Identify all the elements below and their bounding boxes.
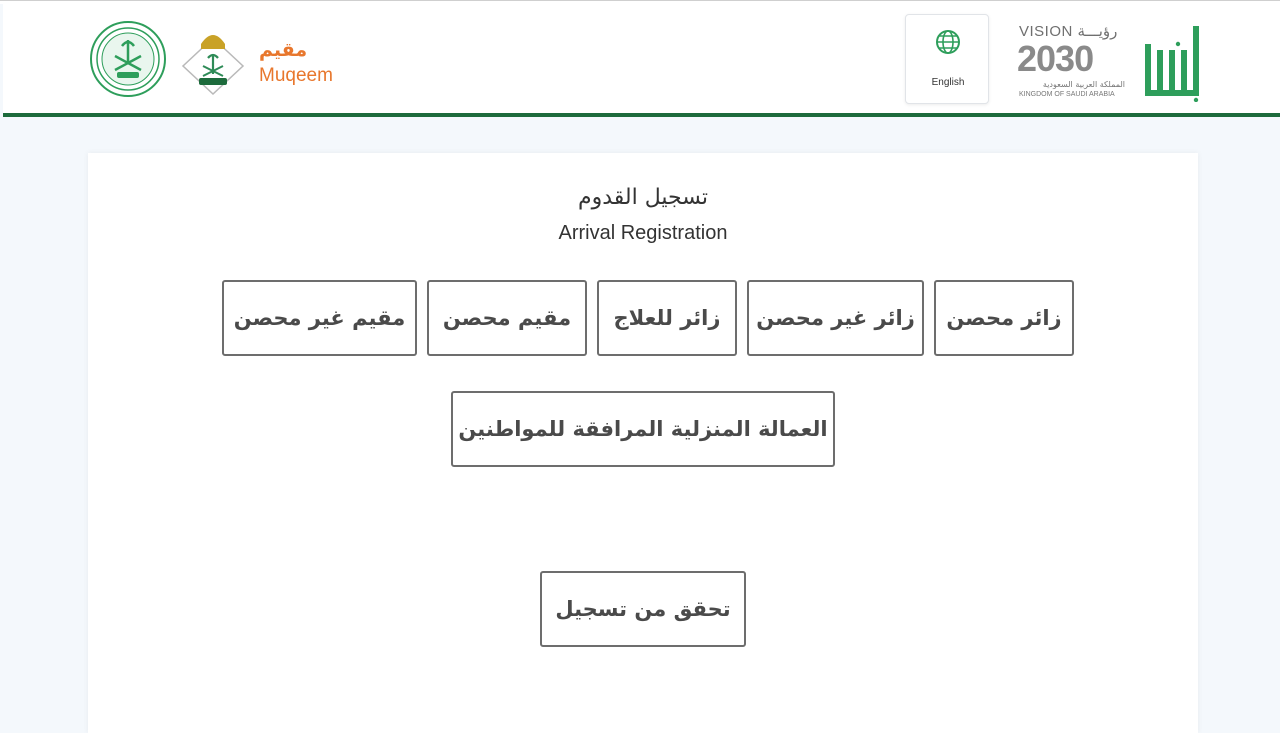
globe-icon xyxy=(935,29,961,55)
option-unvaccinated-visitor-button[interactable]: زائر غير محصن xyxy=(747,280,924,356)
verify-registration-button[interactable]: تحقق من تسجيل xyxy=(540,571,746,647)
passports-logo xyxy=(179,24,247,96)
vision-2030-english-subtitle: KINGDOM OF SAUDI ARABIA xyxy=(1019,91,1115,98)
language-switch-button[interactable] xyxy=(905,14,989,104)
muqeem-logo-arabic: مقيم xyxy=(259,39,308,61)
saudi-emblem-logo xyxy=(89,20,167,98)
vision-2030-arabic-subtitle: المملكة العربية السعودية xyxy=(1042,80,1125,89)
muqeem-logo xyxy=(259,38,359,92)
vision-2030-year: 2030 xyxy=(1017,38,1094,79)
language-switch-label: English xyxy=(931,77,965,88)
vision-2030-top-text: VISION رؤيـــة xyxy=(1019,23,1118,40)
muqeem-logo-english: Muqeem xyxy=(259,65,333,86)
arrival-registration-card xyxy=(88,153,1198,733)
option-medical-visitor-button[interactable]: زائر للعلاج xyxy=(597,280,737,356)
vision-2030-logo xyxy=(1015,20,1133,100)
option-vaccinated-visitor-button[interactable]: زائر محصن xyxy=(934,280,1074,356)
page-title-arabic: تسجيل القدوم xyxy=(578,185,708,210)
option-domestic-workers-button[interactable]: العمالة المنزلية المرافقة للمواطنين xyxy=(451,391,835,467)
option-unvaccinated-resident-button[interactable]: مقيم غير محصن xyxy=(222,280,417,356)
site-header xyxy=(3,4,1280,114)
header-green-divider xyxy=(3,113,1280,117)
option-vaccinated-resident-button[interactable]: مقيم محصن xyxy=(427,280,587,356)
absher-logo xyxy=(1143,22,1201,102)
page-title-english: Arrival Registration xyxy=(558,222,728,244)
